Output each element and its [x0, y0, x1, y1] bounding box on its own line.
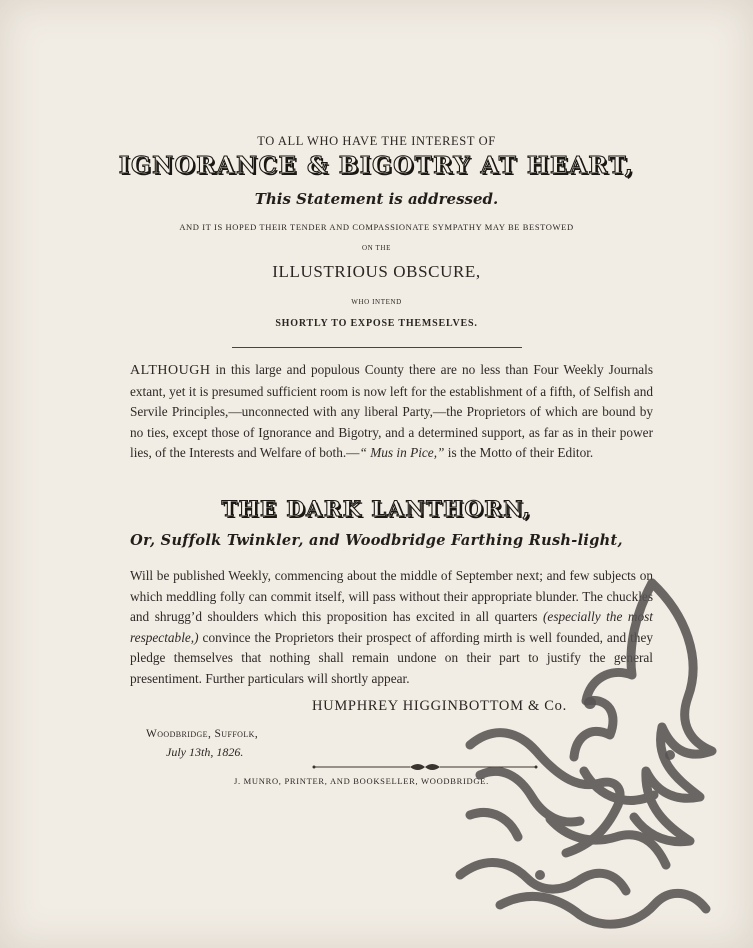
dateline-place: Woodbridge, Suffolk, [146, 728, 259, 740]
headline: IGNORANCE & BIGOTRY AT HEART, [118, 152, 635, 179]
paragraph-text-end: is the Motto of their Editor. [444, 445, 594, 461]
dateline-date: July 13th, 1826. [166, 745, 244, 759]
newspaper-title: THE DARK LANTHORN, [221, 496, 532, 521]
paragraph-lead-word: ALTHOUGH [130, 363, 211, 378]
printer-imprint: J. MUNRO, PRINTER, AND BOOKSELLER, WOODBRIDGE. [234, 776, 489, 786]
announcement-text: Will be published Weekly, commencing about the middle of September next; and few subjects on which meddling folly can commit itself, will pass without their appropriate blunder. The chuckles and shrugg’d shoulders which this proposition has excited in all quarters [130, 568, 653, 625]
phoenix-stamp-image [440, 575, 740, 935]
announcement-text-end: convince the Proprietors their prospect of affording mirth is well founded, and they pledge themselves that nothing shall remain undone on their part to justify the general presentiment. Further particulars will shortly appear. [130, 629, 653, 686]
newspaper-subtitle: Or, Suffolk Twinkler, and Woodbridge Farthing Rush-light, [130, 532, 623, 549]
sympathy-line: AND IT IS HOPED THEIR TENDER AND COMPASSIONATE SYMPATHY MAY BE BESTOWED [179, 222, 574, 232]
paragraph-text: in this large and populous County there are no less than Four Weekly Journals extant, yet it is presumed sufficient room is now left for the establishment of a fifth, of Selfish and Servile Principles,—unconnected with any liberal Party,—the Proprietors of which are bound by no ties, except those of Ignorance and Bigotry, and a determined support, as far as in their power lies, of the Interests and Welfare of both.— [130, 362, 653, 461]
illustrious-obscure: ILLUSTRIOUS OBSCURE, [272, 262, 481, 281]
divider [232, 347, 522, 348]
who-intend-line: WHO INTEND [351, 298, 402, 306]
signature: HUMPHREY HIGGINBOTTOM & Co. [312, 698, 567, 714]
motto: “ Mus in Pice,” [359, 445, 445, 461]
paragraph-although [130, 360, 653, 464]
subheadline: This Statement is addressed. [254, 190, 499, 208]
address-line: TO ALL WHO HAVE THE INTEREST OF [257, 134, 496, 148]
expose-line: SHORTLY TO EXPOSE THEMSELVES. [275, 318, 478, 329]
announcement-italic: (especially the most respectable,) [130, 609, 653, 645]
on-the-line: ON THE [362, 244, 391, 252]
